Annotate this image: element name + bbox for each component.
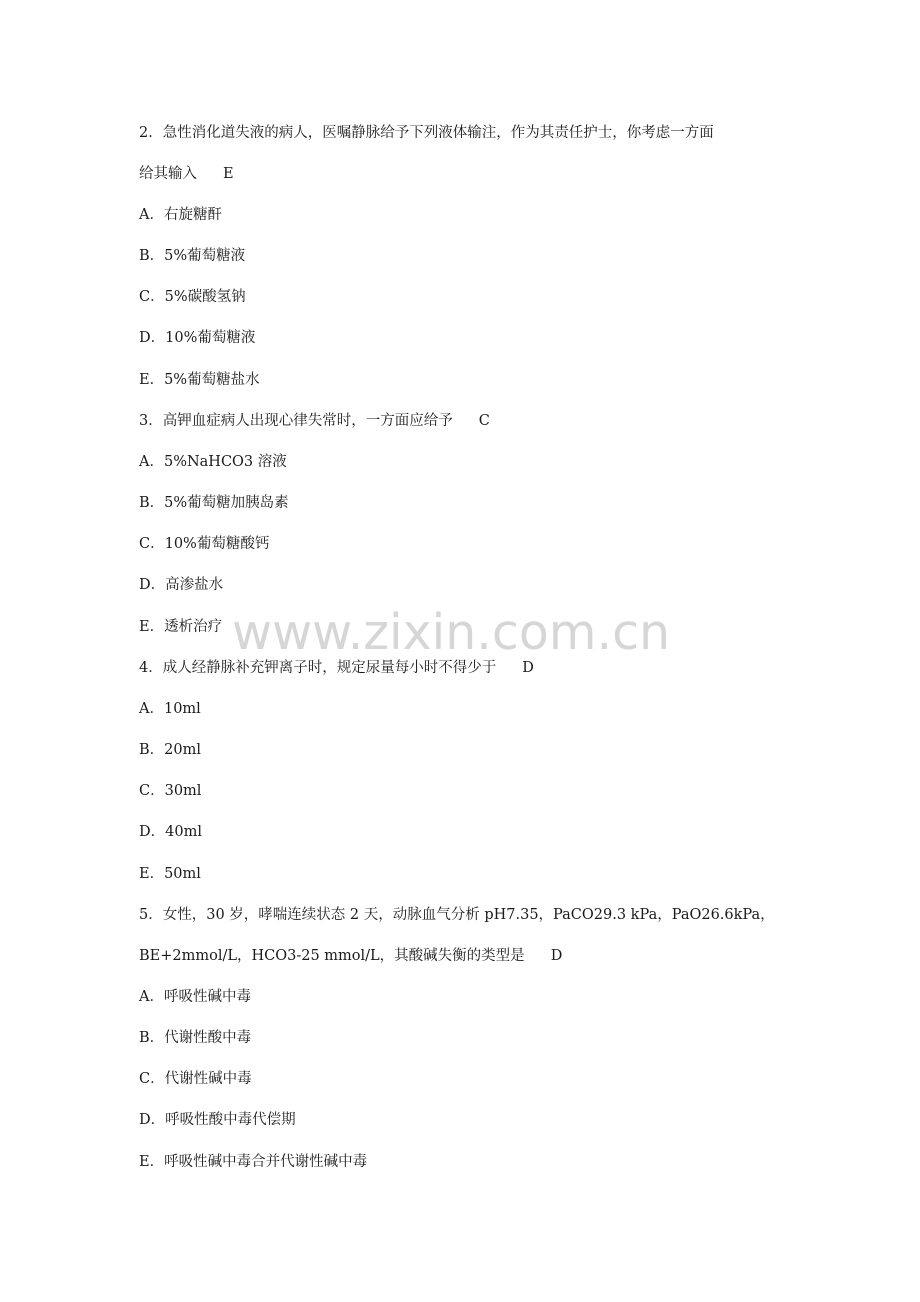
question-3-option-a: A．5%NaHCO3 溶液 <box>139 454 287 470</box>
question-4-option-e: E．50ml <box>139 866 201 882</box>
question-5-option-b: B．代谢性酸中毒 <box>139 1030 252 1046</box>
question-3-option-b: B．5%葡萄糖加胰岛素 <box>139 495 289 511</box>
question-2-answer: E <box>223 166 234 182</box>
question-5-option-a: A．呼吸性碱中毒 <box>139 989 251 1005</box>
question-5-option-d: D．呼吸性酸中毒代偿期 <box>139 1112 296 1128</box>
question-4-option-c: C．30ml <box>139 783 202 799</box>
question-4-option-a: A．10ml <box>139 701 201 717</box>
question-2-stem-cont: 给其输入 E <box>139 166 234 182</box>
question-4-option-d: D．40ml <box>139 824 202 840</box>
question-4-answer: D <box>522 660 534 676</box>
watermark: www.zixin.com.cn <box>232 604 671 661</box>
question-2-option-a: A．右旋糖酐 <box>139 207 222 223</box>
question-5-answer: D <box>550 948 563 964</box>
question-5-option-c: C．代谢性碱中毒 <box>139 1071 252 1087</box>
question-2-option-d: D．10%葡萄糖液 <box>139 330 256 346</box>
question-5-option-e: E．呼吸性碱中毒合并代谢性碱中毒 <box>139 1154 368 1170</box>
question-2-stem: 2．急性消化道失液的病人，医嘱静脉给予下列液体输注，作为其责任护士，你考虑一方面 <box>139 125 714 141</box>
question-3-option-c: C．10%葡萄糖酸钙 <box>139 536 270 552</box>
question-2-option-b: B．5%葡萄糖液 <box>139 248 246 264</box>
question-3-stem: 3．高钾血症病人出现心律失常时，一方面应给予 C <box>139 413 490 429</box>
question-2-option-c: C．5%碳酸氢钠 <box>139 289 246 305</box>
question-3-answer: C <box>478 413 490 429</box>
question-2-option-e: E．5%葡萄糖盐水 <box>139 372 260 388</box>
question-4-option-b: B．20ml <box>139 742 201 758</box>
question-3-option-e: E．透析治疗 <box>139 619 223 635</box>
question-3-option-d: D．高渗盐水 <box>139 577 224 593</box>
question-5-stem-cont: BE+2mmol/L，HCO3-25 mmol/L，其酸碱失衡的类型是 D <box>139 948 563 964</box>
question-4-stem: 4．成人经静脉补充钾离子时，规定尿量每小时不得少于 D <box>139 660 534 676</box>
question-5-stem: 5．女性，30 岁，哮喘连续状态 2 天，动脉血气分析 pH7.35，PaCO29.3 kPa，PaO26.6kPa， <box>139 907 775 923</box>
